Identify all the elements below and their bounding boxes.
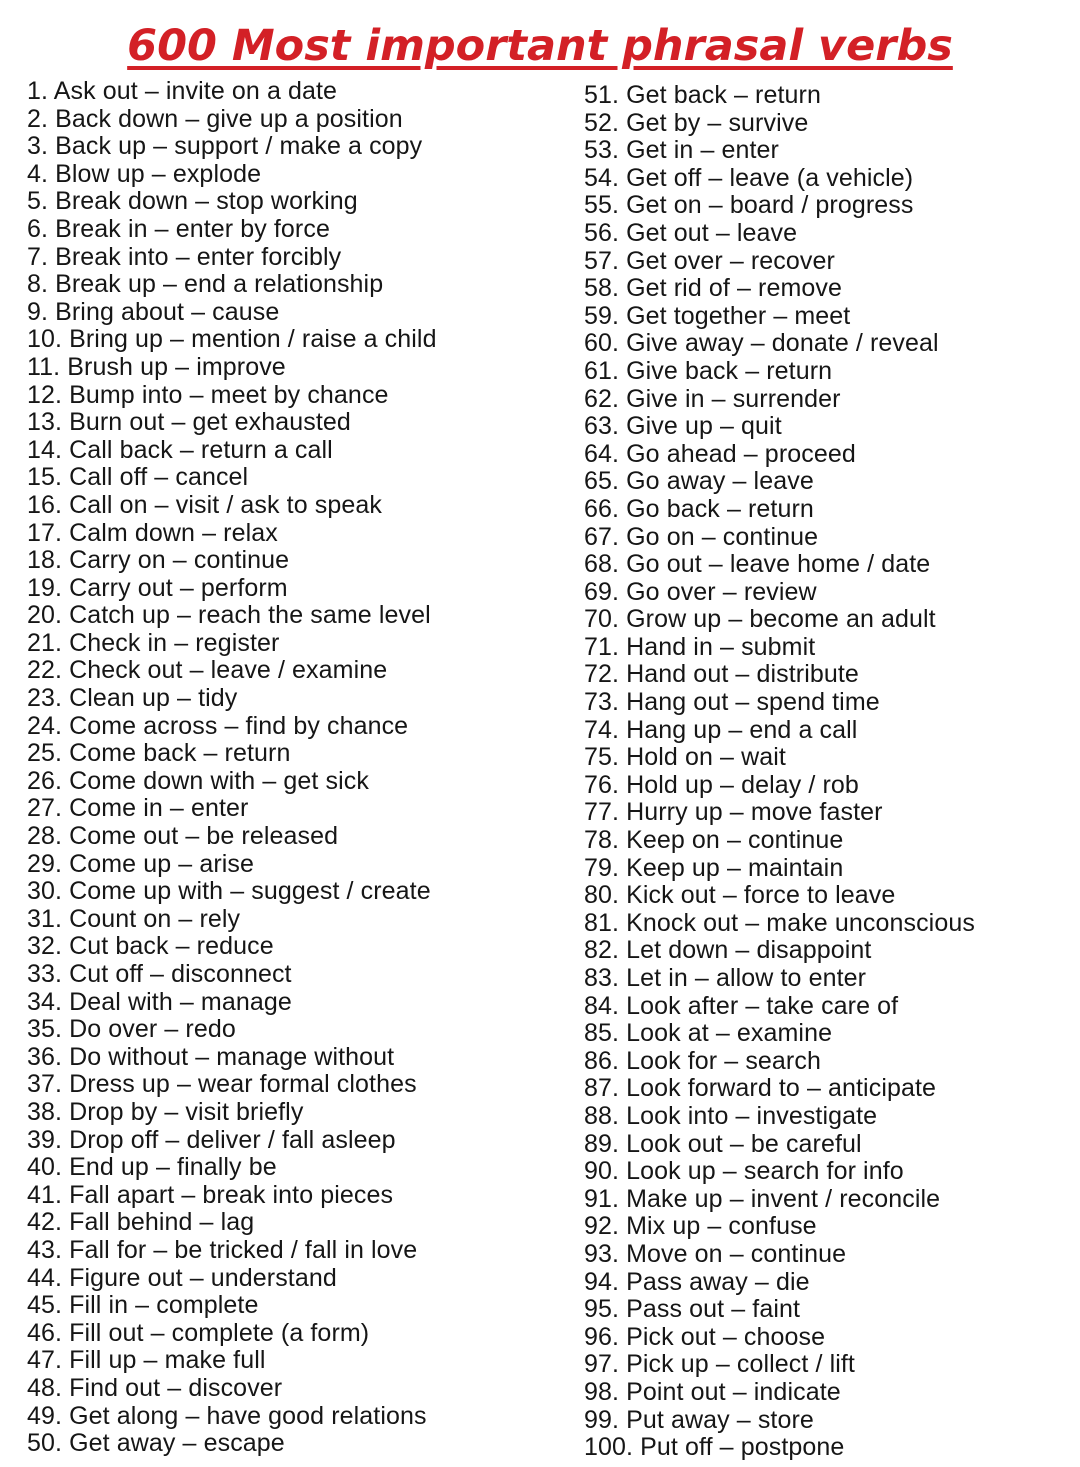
list-item: 75. Hold on – wait: [584, 743, 786, 772]
list-item: 8. Break up – end a relationship: [27, 270, 384, 299]
list-item: 43. Fall for – be tricked / fall in love: [27, 1235, 418, 1264]
list-item: 72. Hand out – distribute: [584, 660, 859, 689]
list-item: 2. Back down – give up a position: [27, 104, 403, 133]
list-item: 67. Go on – continue: [584, 522, 819, 551]
list-item: 13. Burn out – get exhausted: [27, 408, 351, 437]
list-item: 71. Hand in – submit: [584, 632, 816, 661]
list-item: 11. Brush up – improve: [27, 352, 286, 381]
list-item: 49. Get along – have good relations: [27, 1401, 427, 1430]
list-item: 53. Get in – enter: [584, 136, 779, 165]
list-item: 19. Carry out – perform: [27, 573, 288, 602]
list-item: 61. Give back – return: [584, 356, 833, 385]
list-item: 81. Knock out – make unconscious: [584, 908, 975, 937]
list-item: 25. Come back – return: [27, 739, 291, 768]
list-item: 15. Call off – cancel: [27, 463, 249, 492]
list-item: 35. Do over – redo: [27, 1015, 236, 1044]
list-item: 58. Get rid of – remove: [584, 274, 842, 303]
list-item: 40. End up – finally be: [27, 1153, 277, 1182]
list-item: 79. Keep up – maintain: [584, 853, 844, 882]
list-item: 26. Come down with – get sick: [27, 766, 369, 795]
list-item: 3. Back up – support / make a copy: [27, 132, 423, 161]
list-item: 64. Go ahead – proceed: [584, 439, 856, 468]
list-item: 86. Look for – search: [584, 1046, 821, 1075]
left-column-list: [27, 78, 437, 1458]
list-item: 59. Get together – meet: [584, 301, 851, 330]
list-item: 6. Break in – enter by force: [27, 214, 330, 243]
list-item: 54. Get off – leave (a vehicle): [584, 163, 914, 192]
list-item: 100. Put off – postpone: [584, 1433, 845, 1462]
list-item: 42. Fall behind – lag: [27, 1208, 255, 1237]
list-item: 28. Come out – be released: [27, 822, 339, 851]
list-item: 27. Come in – enter: [27, 794, 249, 823]
list-item: 77. Hurry up – move faster: [584, 798, 883, 827]
list-item: 96. Pick out – choose: [584, 1322, 826, 1351]
list-item: 65. Go away – leave: [584, 467, 814, 496]
list-item: 73. Hang out – spend time: [584, 688, 880, 717]
list-item: 17. Calm down – relax: [27, 518, 278, 547]
list-item: 74. Hang up – end a call: [584, 715, 858, 744]
list-item: 16. Call on – visit / ask to speak: [27, 490, 382, 519]
list-item: 97. Pick up – collect / lift: [584, 1350, 855, 1379]
list-item: 84. Look after – take care of: [584, 991, 899, 1020]
list-item: 18. Carry on – continue: [27, 546, 290, 575]
list-item: 20. Catch up – reach the same level: [27, 601, 431, 630]
list-item: 48. Find out – discover: [27, 1373, 283, 1402]
list-item: 91. Make up – invent / reconcile: [584, 1184, 941, 1213]
list-item: 29. Come up – arise: [27, 849, 255, 878]
list-item: 46. Fill out – complete (a form): [27, 1318, 370, 1347]
list-item: 12. Bump into – meet by chance: [27, 380, 389, 409]
list-item: 1. Ask out – invite on a date: [27, 77, 338, 105]
list-item: 85. Look at – examine: [584, 1019, 833, 1048]
list-item: 34. Deal with – manage: [27, 987, 292, 1016]
list-item: 32. Cut back – reduce: [27, 932, 274, 961]
list-item: 5. Break down – stop working: [27, 187, 358, 216]
list-item: 10. Bring up – mention / raise a child: [27, 325, 437, 354]
list-item: 33. Cut off – disconnect: [27, 960, 292, 988]
list-item: 21. Check in – register: [27, 628, 280, 657]
list-item: 83. Let in – allow to enter: [584, 964, 867, 992]
list-item: 88. Look into – investigate: [584, 1101, 878, 1130]
list-item: 30. Come up with – suggest / create: [27, 877, 431, 906]
list-item: 7. Break into – enter forcibly: [27, 242, 342, 271]
list-item: 37. Dress up – wear formal clothes: [27, 1070, 417, 1099]
list-item: 63. Give up – quit: [584, 412, 782, 441]
list-item: 9. Bring about – cause: [27, 297, 280, 326]
list-item: 50. Get away – escape: [27, 1429, 285, 1458]
list-item: 31. Count on – rely: [27, 904, 241, 933]
list-item: 66. Go back – return: [584, 494, 814, 523]
list-item: 89. Look out – be careful: [584, 1129, 862, 1158]
list-item: 57. Get over – recover: [584, 246, 835, 275]
list-item: 69. Go over – review: [584, 577, 817, 606]
list-item: 60. Give away – donate / reveal: [584, 329, 939, 358]
list-item: 70. Grow up – become an adult: [584, 605, 936, 634]
list-item: 4. Blow up – explode: [27, 159, 262, 188]
list-item: 68. Go out – leave home / date: [584, 550, 931, 579]
list-item: 22. Check out – leave / examine: [27, 656, 388, 685]
list-item: 62. Give in – surrender: [584, 384, 841, 413]
list-item: 24. Come across – find by chance: [27, 711, 409, 740]
list-item: 99. Put away – store: [584, 1405, 814, 1434]
list-item: 52. Get by – survive: [584, 108, 809, 137]
list-item: 45. Fill in – complete: [27, 1291, 259, 1320]
list-item: 23. Clean up – tidy: [27, 684, 238, 713]
list-item: 36. Do without – manage without: [27, 1042, 395, 1071]
list-item: 38. Drop by – visit briefly: [27, 1097, 304, 1126]
list-item: 95. Pass out – faint: [584, 1295, 801, 1324]
list-item: 47. Fill up – make full: [27, 1346, 266, 1375]
list-item: 41. Fall apart – break into pieces: [27, 1180, 394, 1209]
list-item: 56. Get out – leave: [584, 218, 798, 247]
list-item: 78. Keep on – continue: [584, 826, 844, 855]
list-item: 87. Look forward to – anticipate: [584, 1074, 937, 1103]
list-item: 39. Drop off – deliver / fall asleep: [27, 1125, 396, 1154]
list-item: 94. Pass away – die: [584, 1267, 810, 1296]
list-item: 76. Hold up – delay / rob: [584, 770, 859, 799]
list-item: 80. Kick out – force to leave: [584, 881, 896, 910]
list-item: 14. Call back – return a call: [27, 435, 333, 464]
list-item: 93. Move on – continue: [584, 1239, 847, 1268]
right-column-list: [584, 82, 975, 1462]
page-title: 600 Most important phrasal verbs: [127, 21, 953, 71]
list-item: 92. Mix up – confuse: [584, 1212, 817, 1241]
list-item: 98. Point out – indicate: [584, 1377, 841, 1406]
list-item: 44. Figure out – understand: [27, 1263, 337, 1292]
list-item: 51. Get back – return: [584, 81, 821, 109]
list-item: 55. Get on – board / progress: [584, 191, 914, 220]
list-item: 90. Look up – search for info: [584, 1157, 904, 1186]
list-item: 82. Let down – disappoint: [584, 936, 872, 965]
